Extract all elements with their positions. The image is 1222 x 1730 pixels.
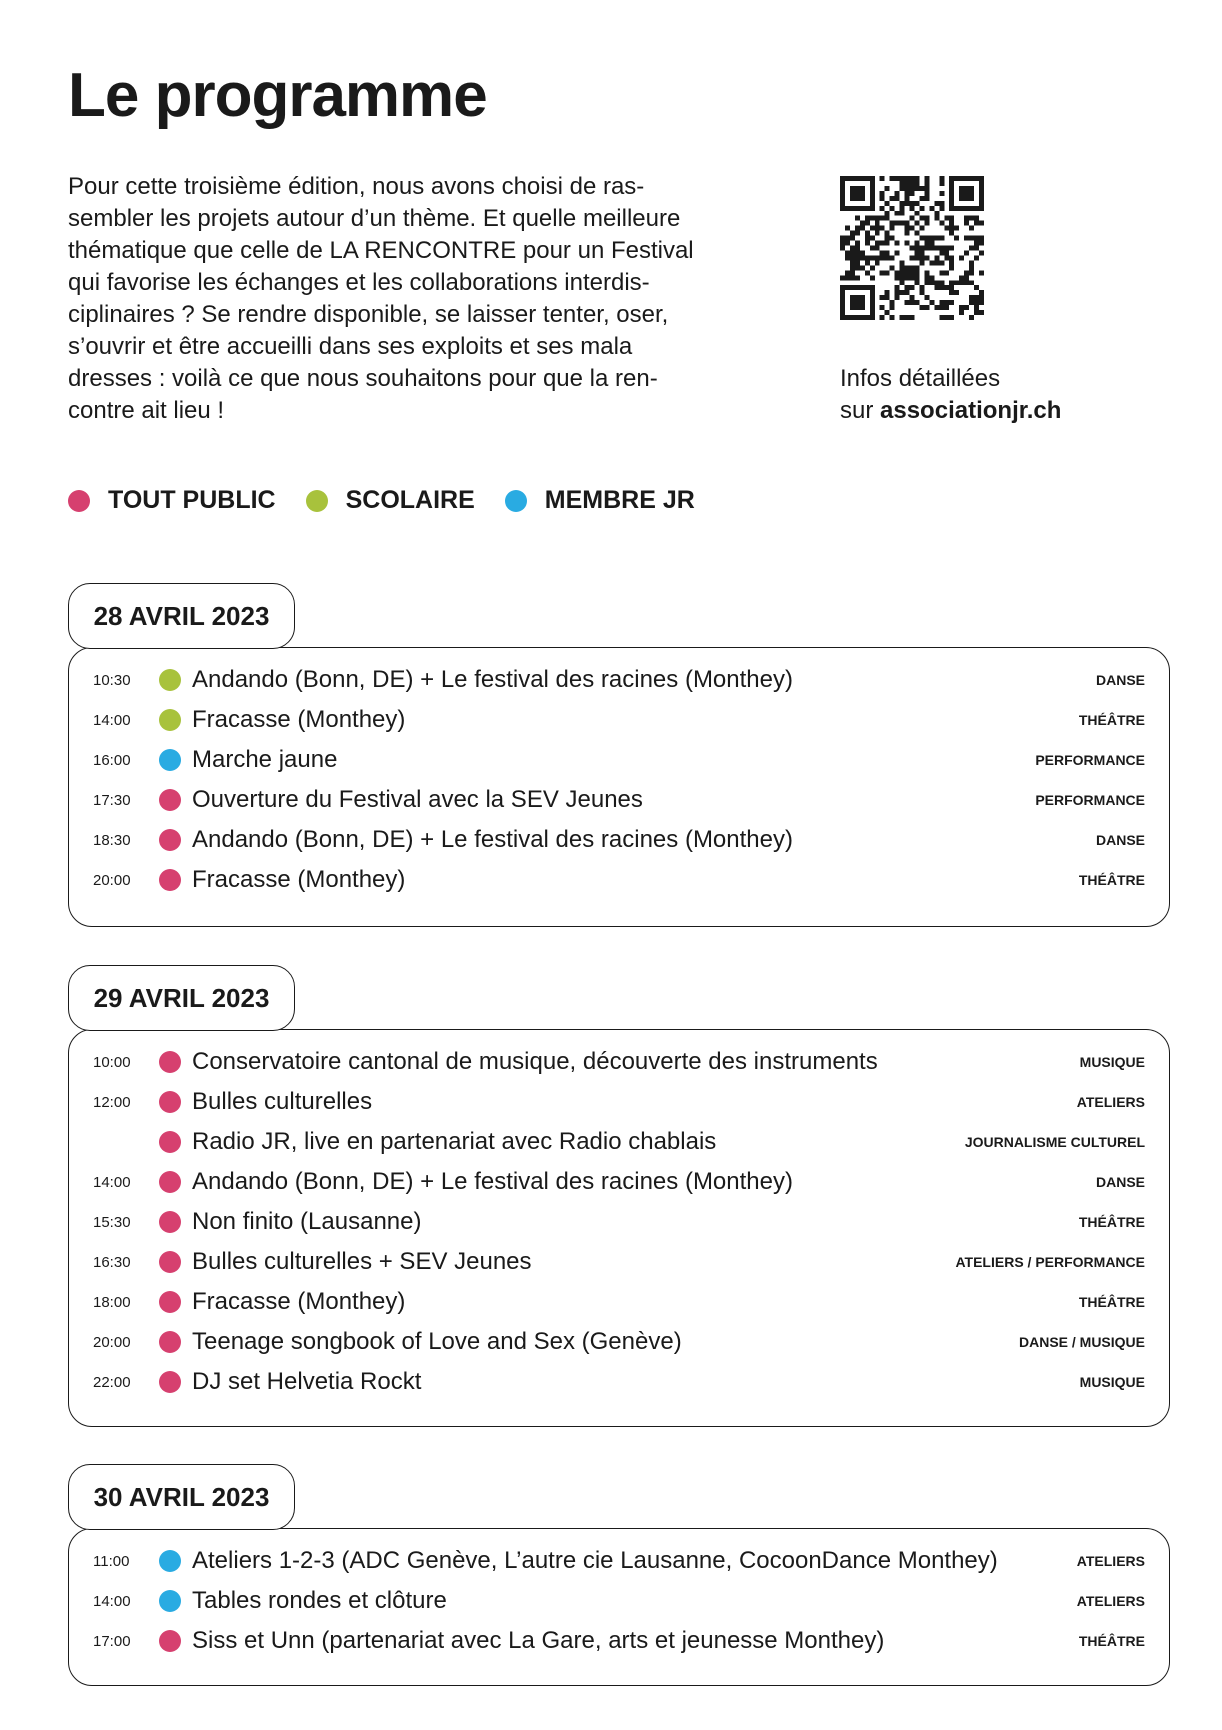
event-row xyxy=(93,700,1145,740)
event-row xyxy=(93,780,1145,820)
tout-public-dot-icon xyxy=(159,1291,181,1313)
tout-public-dot-icon xyxy=(159,1091,181,1113)
event-category: DANSE xyxy=(1095,1174,1145,1190)
event-time: 14:00 xyxy=(93,1173,131,1191)
event-category: MUSIQUE xyxy=(1079,1054,1145,1070)
event-category: MUSIQUE xyxy=(1079,1374,1145,1390)
day-schedule-29-avril xyxy=(68,1029,1170,1427)
event-category: THÉÂTRE xyxy=(1078,712,1145,728)
event-row xyxy=(93,1162,1145,1202)
event-row xyxy=(93,1541,1145,1581)
intro-line: contre ait lieu ! xyxy=(68,397,225,424)
date-tab-29-avril: 29 AVRIL 2023 xyxy=(68,965,295,1031)
event-row xyxy=(93,1581,1145,1621)
event-row xyxy=(93,1122,1145,1162)
event-category: THÉÂTRE xyxy=(1078,1633,1145,1649)
page-title: Le programme xyxy=(68,61,487,130)
event-name: Ateliers 1-2-3 (ADC Genève, L’autre cie Lausanne, CocoonDance Monthey) xyxy=(192,1547,998,1574)
event-name: Fracasse (Monthey) xyxy=(192,866,406,893)
event-row xyxy=(93,1362,1145,1402)
audience-legend xyxy=(68,486,725,515)
date-tab-30-avril: 30 AVRIL 2023 xyxy=(68,1464,295,1530)
event-time: 16:00 xyxy=(93,751,131,769)
event-name: Tables rondes et clôture xyxy=(192,1587,447,1614)
event-time: 15:30 xyxy=(93,1213,131,1231)
membre-jr-dot-icon xyxy=(159,749,181,771)
event-time: 20:00 xyxy=(93,1333,131,1351)
event-time: 16:30 xyxy=(93,1253,131,1271)
event-name: Andando (Bonn, DE) + Le festival des racines (Monthey) xyxy=(192,666,793,693)
event-category: JOURNALISME CULTUREL xyxy=(964,1134,1145,1150)
intro-line: qui favorise les échanges et les collaborations interdis- xyxy=(68,269,650,296)
event-category: ATELIERS xyxy=(1076,1553,1145,1569)
tout-public-dot-icon xyxy=(159,1171,181,1193)
legend-item-tout-public xyxy=(68,486,276,515)
intro-line: s’ouvrir et être accueilli dans ses exploits et ses mala xyxy=(68,333,633,360)
legend-label: MEMBRE JR xyxy=(544,486,695,514)
membre-jr-dot-icon xyxy=(159,1550,181,1572)
date-tab-28-avril: 28 AVRIL 2023 xyxy=(68,583,295,649)
event-category: ATELIERS xyxy=(1076,1094,1145,1110)
event-name: Radio JR, live en partenariat avec Radio chablais xyxy=(192,1128,717,1155)
event-time: 17:00 xyxy=(93,1632,131,1650)
intro-line: dresses : voilà ce que nous souhaitons pour que la ren- xyxy=(68,365,658,392)
scolaire-dot-icon xyxy=(159,709,181,731)
event-time: 14:00 xyxy=(93,711,131,729)
event-category: THÉÂTRE xyxy=(1078,1294,1145,1310)
event-name: Bulles culturelles + SEV Jeunes xyxy=(192,1248,532,1275)
membre-jr-dot-icon xyxy=(505,490,527,512)
tout-public-dot-icon xyxy=(159,1371,181,1393)
tout-public-dot-icon xyxy=(159,789,181,811)
legend-item-scolaire xyxy=(306,486,475,515)
tout-public-dot-icon xyxy=(159,829,181,851)
event-time: 12:00 xyxy=(93,1093,131,1111)
event-row xyxy=(93,1042,1145,1082)
event-time: 20:00 xyxy=(93,871,131,889)
qr-code[interactable] xyxy=(840,176,984,320)
tout-public-dot-icon xyxy=(159,1051,181,1073)
event-category: THÉÂTRE xyxy=(1078,872,1145,888)
event-time: 10:00 xyxy=(93,1053,131,1071)
tout-public-dot-icon xyxy=(159,1211,181,1233)
legend-item-membre-jr xyxy=(505,486,695,515)
event-row xyxy=(93,1082,1145,1122)
event-time: 14:00 xyxy=(93,1592,131,1610)
intro-line: Pour cette troisième édition, nous avons choisi de ras- xyxy=(68,173,645,200)
day-schedule-30-avril xyxy=(68,1528,1170,1686)
event-category: DANSE xyxy=(1095,672,1145,688)
event-name: Conservatoire cantonal de musique, découverte des instruments xyxy=(192,1048,878,1075)
tout-public-dot-icon xyxy=(68,490,90,512)
event-row xyxy=(93,1242,1145,1282)
infos-block xyxy=(840,363,1061,427)
event-name: Ouverture du Festival avec la SEV Jeunes xyxy=(192,786,643,813)
event-name: Marche jaune xyxy=(192,746,338,773)
event-time: 11:00 xyxy=(93,1552,130,1570)
day-schedule-28-avril xyxy=(68,647,1170,927)
event-category: PERFORMANCE xyxy=(1035,752,1145,768)
infos-prefix: sur xyxy=(840,397,881,424)
event-time: 18:00 xyxy=(93,1293,131,1311)
event-time: 17:30 xyxy=(93,791,131,809)
legend-label: TOUT PUBLIC xyxy=(108,486,276,514)
event-row xyxy=(93,1202,1145,1242)
event-row xyxy=(93,1621,1145,1661)
website-link[interactable]: associationjr.ch xyxy=(880,397,1062,424)
event-time: 18:30 xyxy=(93,831,131,849)
event-category: THÉÂTRE xyxy=(1078,1214,1145,1230)
event-category: ATELIERS xyxy=(1076,1593,1145,1609)
event-row xyxy=(93,1282,1145,1322)
intro-line: sembler les projets autour d’un thème. Et quelle meilleure xyxy=(68,205,681,232)
event-name: Fracasse (Monthey) xyxy=(192,1288,406,1315)
infos-line: Infos détaillées xyxy=(840,365,1001,392)
event-name: Bulles culturelles xyxy=(192,1088,373,1115)
event-name: Andando (Bonn, DE) + Le festival des racines (Monthey) xyxy=(192,1168,793,1195)
scolaire-dot-icon xyxy=(159,669,181,691)
event-category: PERFORMANCE xyxy=(1035,792,1145,808)
intro-line: ciplinaires ? Se rendre disponible, se laisser tenter, oser, xyxy=(68,301,669,328)
event-row xyxy=(93,1322,1145,1362)
event-row xyxy=(93,740,1145,780)
event-row xyxy=(93,660,1145,700)
event-row xyxy=(93,860,1145,900)
event-name: Siss et Unn (partenariat avec La Gare, arts et jeunesse Monthey) xyxy=(192,1627,885,1654)
tout-public-dot-icon xyxy=(159,1630,181,1652)
event-category: DANSE xyxy=(1095,832,1145,848)
tout-public-dot-icon xyxy=(159,1251,181,1273)
tout-public-dot-icon xyxy=(159,869,181,891)
event-name: Teenage songbook of Love and Sex (Genève) xyxy=(192,1328,682,1355)
legend-label: SCOLAIRE xyxy=(345,486,475,514)
event-category: ATELIERS / PERFORMANCE xyxy=(955,1254,1145,1270)
event-row xyxy=(93,820,1145,860)
event-name: DJ set Helvetia Rockt xyxy=(192,1368,422,1395)
event-category: DANSE / MUSIQUE xyxy=(1018,1334,1145,1350)
scolaire-dot-icon xyxy=(306,490,328,512)
membre-jr-dot-icon xyxy=(159,1590,181,1612)
intro-text xyxy=(68,171,768,427)
tout-public-dot-icon xyxy=(159,1331,181,1353)
event-time: 22:00 xyxy=(93,1373,131,1391)
tout-public-dot-icon xyxy=(159,1131,181,1153)
intro-line: thématique que celle de LA RENCONTRE pour un Festival xyxy=(68,237,694,264)
event-name: Andando (Bonn, DE) + Le festival des racines (Monthey) xyxy=(192,826,793,853)
event-name: Non finito (Lausanne) xyxy=(192,1208,422,1235)
event-name: Fracasse (Monthey) xyxy=(192,706,406,733)
infos-link-line xyxy=(840,395,1061,427)
event-time: 10:30 xyxy=(93,671,131,689)
